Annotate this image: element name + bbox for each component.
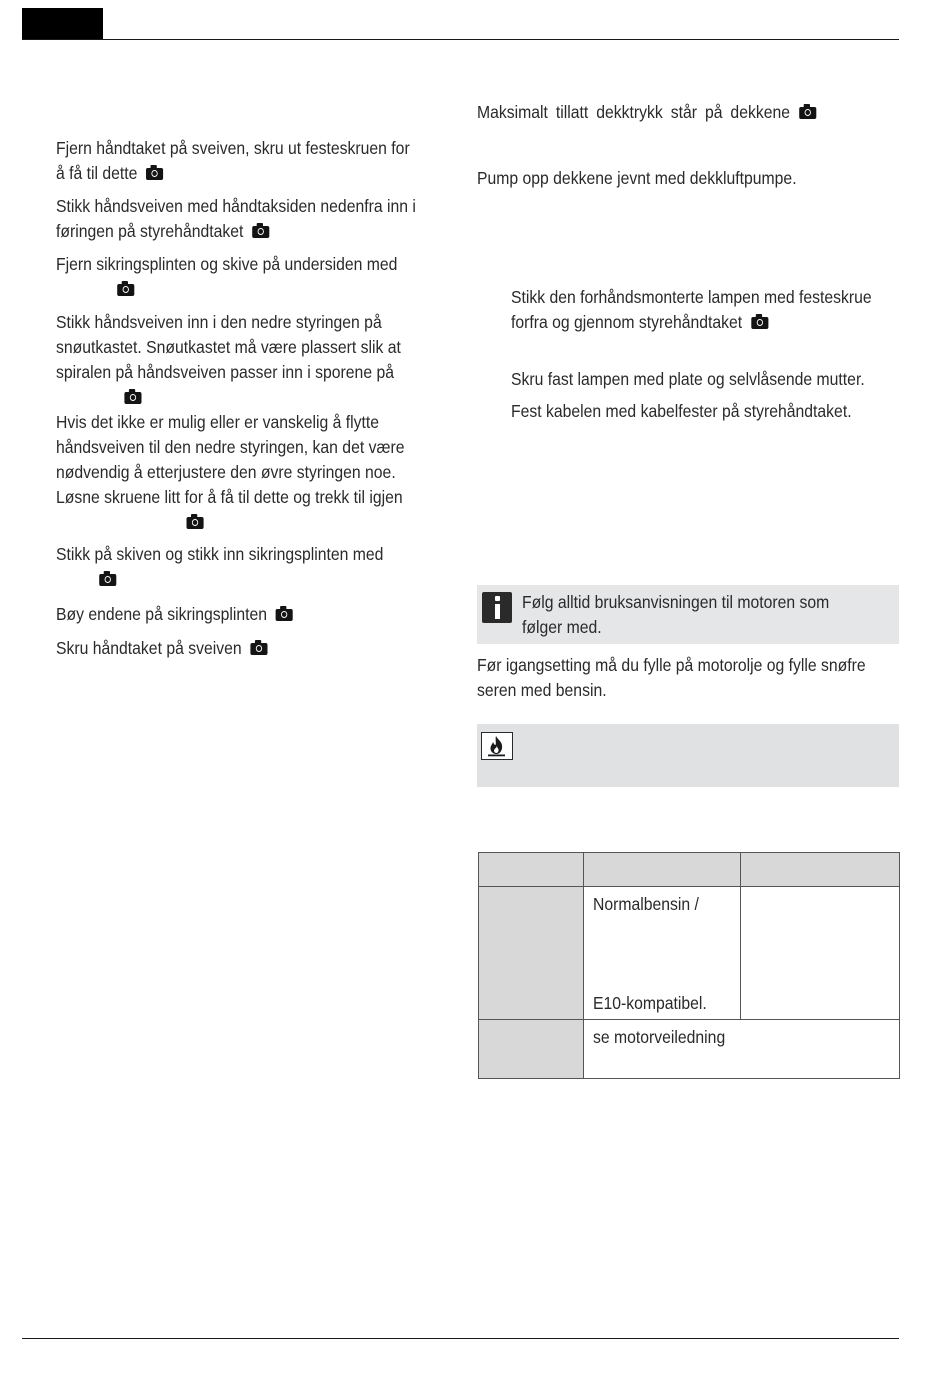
camera-icon	[117, 284, 134, 296]
info-note-line-1: Følg alltid bruksanvisningen til motoren som	[522, 592, 830, 612]
step-7-line-1: Bøy endene på sikringsplinten	[56, 604, 268, 624]
lamp-step-1	[511, 285, 872, 335]
step-4-line-3: spiralen på håndsveiven passer inn i sporene på	[56, 362, 394, 382]
engine-oil-value: se motorveiledning	[593, 1027, 726, 1047]
step-8-line-1: Skru håndtaket på sveiven	[56, 638, 242, 658]
pump-text	[477, 166, 797, 191]
fuel-table-header-cell	[584, 853, 741, 887]
step-7	[56, 602, 293, 627]
fuel-table-header-cell	[479, 853, 584, 887]
step-6-line-1: Stikk på skiven og stikk inn sikringsplinten med	[56, 544, 384, 564]
header-rule	[22, 39, 899, 40]
fuel-table-label-cell	[479, 887, 584, 1020]
before-start-text	[477, 653, 866, 703]
fuel-table-label-cell	[479, 1020, 584, 1079]
page-number-tab	[22, 8, 103, 39]
step-3-line-1: Fjern sikringsplinten og skive på undersiden med	[56, 254, 398, 274]
fuel-type-value: Normalbensin /	[593, 894, 699, 914]
lamp-step-1-line-1: Stikk den forhåndsmonterte lampen med festeskrue	[511, 287, 872, 307]
info-note-line-2: følger med.	[522, 617, 602, 637]
camera-icon	[99, 574, 116, 586]
info-note-text	[522, 590, 829, 640]
fire-hazard-icon	[481, 732, 513, 760]
camera-icon	[146, 168, 163, 180]
camera-icon	[187, 517, 204, 529]
before-start-line-2: seren med bensin.	[477, 680, 607, 700]
step-2-line-1: Stikk håndsveiven med håndtaksiden nedenfra inn i	[56, 196, 416, 216]
step-1	[56, 136, 410, 186]
fuel-table	[478, 852, 900, 1079]
info-icon	[482, 592, 512, 623]
warning-box	[477, 724, 899, 787]
step-5	[56, 410, 404, 535]
camera-icon	[124, 392, 141, 404]
step-2	[56, 194, 416, 244]
step-2-line-2: føringen på styrehåndtaket	[56, 221, 244, 241]
pump-label: Pump opp dekkene jevnt med dekkluftpumpe.	[477, 168, 797, 188]
info-note-box	[477, 585, 899, 644]
fuel-table-header-row	[479, 853, 900, 887]
footer-rule	[22, 1338, 899, 1339]
tire-pressure-text	[477, 100, 816, 125]
lamp-step-1-line-2: forfra og gjennom styrehåndtaket	[511, 312, 743, 332]
step-4-line-1: Stikk håndsveiven inn i den nedre styringen på	[56, 312, 382, 332]
engine-oil-cell	[584, 1020, 900, 1079]
lamp-step-3-label: Fest kabelen med kabelfester på styrehåndtaket.	[511, 401, 852, 421]
step-3	[56, 252, 397, 302]
lamp-step-3	[511, 399, 852, 424]
flame-icon	[482, 733, 511, 758]
before-start-line-1: Før igangsetting må du fylle på motorolje og fylle snøfre	[477, 655, 866, 675]
camera-icon	[799, 107, 816, 119]
step-5-line-1: Hvis det ikke er mulig eller er vanskelig å flytte	[56, 412, 380, 432]
step-4-line-2: snøutkastet. Snøutkastet må være plassert slik at	[56, 337, 401, 357]
lamp-step-2-label: Skru fast lampen med plate og selvlåsende mutter.	[511, 369, 865, 389]
fuel-type-cell	[584, 887, 741, 1020]
camera-icon	[251, 643, 268, 655]
fuel-type-e10: E10-kompatibel.	[593, 993, 707, 1013]
fuel-table-row	[479, 1020, 900, 1079]
step-5-line-4: Løsne skruene litt for å få til dette og trekk til igjen	[56, 487, 403, 507]
step-5-line-2: håndsveiven til den nedre styringen, kan det være	[56, 437, 405, 457]
camera-icon	[751, 317, 768, 329]
fuel-table-row	[479, 887, 900, 1020]
fuel-table-cell	[741, 887, 900, 1020]
step-1-line-2: å få til dette	[56, 163, 138, 183]
fuel-table-header-cell	[741, 853, 900, 887]
step-4	[56, 310, 401, 407]
camera-icon	[276, 609, 293, 621]
step-8	[56, 636, 268, 661]
step-1-line-1: Fjern håndtaket på sveiven, skru ut festeskruen for	[56, 138, 410, 158]
step-5-line-3: nødvendig å etterjustere den øvre styringen noe.	[56, 462, 396, 482]
tire-pressure-label: Maksimalt tillatt dekktrykk står på dekkene	[477, 102, 790, 122]
step-6	[56, 542, 383, 592]
camera-icon	[252, 226, 269, 238]
lamp-step-2	[511, 367, 865, 392]
